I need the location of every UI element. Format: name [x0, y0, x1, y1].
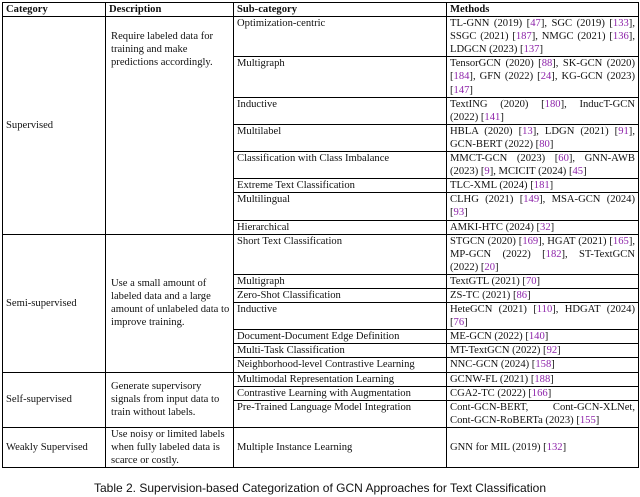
header-methods: Methods — [447, 3, 639, 17]
subcategory-cell: Multi-Task Classification — [234, 344, 447, 358]
table-row — [3, 234, 639, 274]
methods-cell: TextING (2020) [180], InducT-GCN (2022) [141] — [447, 97, 639, 124]
citation-link[interactable]: 149 — [523, 194, 540, 206]
citation-link[interactable]: 91 — [618, 125, 629, 137]
description-semi-supervised: Use a small amount of labeled data and a large amount of unlabeled data to improve training. — [106, 234, 234, 372]
methods-cell: GNN for MIL (2019) [132] — [447, 427, 639, 467]
methods-cell: TLC-XML (2024) [181] — [447, 179, 639, 193]
methods-cell: HBLA (2020) [13], LDGN (2021) [91], GCN-BERT (2022) [80] — [447, 124, 639, 151]
citation-link[interactable]: 140 — [528, 331, 545, 343]
citation-link[interactable]: 92 — [546, 345, 558, 357]
subcategory-cell: Short Text Classification — [234, 234, 447, 274]
citation-link[interactable]: 132 — [546, 442, 563, 453]
subcategory-cell: Optimization-centric — [234, 17, 447, 57]
methods-cell: GCNW-FL (2021) [188] — [447, 372, 639, 386]
citation-link[interactable]: 169 — [522, 235, 539, 247]
description-supervised: Require labeled data for training and make predictions accordingly. — [106, 17, 234, 235]
table-caption: Table 2. Supervision-based Categorization of GCN Approaches for Text Classification — [93, 481, 546, 495]
citation-link[interactable]: 166 — [531, 387, 548, 399]
citation-link[interactable]: 147 — [453, 84, 470, 96]
description-self-supervised: Generate supervisory signals from input data to train without labels. — [106, 372, 234, 427]
category-self-supervised: Self-supervised — [3, 372, 106, 427]
subcategory-cell: Classification with Class Imbalance — [234, 152, 447, 179]
category-weakly-supervised: Weakly Supervised — [3, 427, 106, 467]
subcategory-cell: Inductive — [234, 303, 447, 330]
citation-link[interactable]: 181 — [533, 180, 550, 192]
subcategory-cell: Multilabel — [234, 124, 447, 151]
citation-link[interactable]: 133 — [612, 18, 629, 30]
header-subcategory: Sub-category — [234, 3, 447, 17]
citation-link[interactable]: 182 — [545, 248, 562, 260]
subcategory-cell: Multiple Instance Learning — [234, 427, 447, 467]
subcategory-cell: Multigraph — [234, 274, 447, 288]
header-description: Description — [106, 3, 234, 17]
citation-link[interactable]: 93 — [453, 207, 465, 219]
citation-link[interactable]: 45 — [572, 166, 584, 178]
header-category: Category — [3, 3, 106, 17]
subcategory-cell: Inductive — [234, 97, 447, 124]
description-weakly-supervised: Use noisy or limited labels when fully labeled data is scarce or costly. — [106, 427, 234, 467]
citation-link[interactable]: 60 — [558, 153, 569, 165]
citation-link[interactable]: 9 — [484, 166, 490, 178]
table-row — [3, 372, 639, 386]
methods-cell: AMKI-HTC (2024) [32] — [447, 220, 639, 234]
citation-link[interactable]: 137 — [523, 44, 540, 56]
methods-cell: HeteGCN (2021) [110], HDGAT (2024) [76] — [447, 303, 639, 330]
subcategory-cell: Hierarchical — [234, 220, 447, 234]
citation-link[interactable]: 155 — [579, 414, 596, 426]
methods-cell: NNC-GCN (2024) [158] — [447, 358, 639, 372]
citation-link[interactable]: 158 — [535, 359, 552, 371]
citation-link[interactable]: 141 — [484, 111, 501, 123]
citation-link[interactable]: 165 — [612, 235, 629, 247]
subcategory-cell: Document-Document Edge Definition — [234, 330, 447, 344]
methods-cell: TextGTL (2021) [70] — [447, 274, 639, 288]
methods-cell: MMCT-GCN (2023) [60], GNN-AWB (2023) [9], MCICIT (2024) [45] — [447, 152, 639, 179]
citation-link[interactable]: 76 — [453, 317, 465, 329]
subcategory-cell: Multimodal Representation Learning — [234, 372, 447, 386]
subcategory-cell: Extreme Text Classification — [234, 179, 447, 193]
citation-link[interactable]: 13 — [522, 125, 533, 137]
methods-cell: ME-GCN (2022) [140] — [447, 330, 639, 344]
methods-cell: TensorGCN (2020) [88], SK-GCN (2020) [184], GFN (2022) [24], KG-GCN (2023) [147] — [447, 57, 639, 97]
methods-cell: MT-TextGCN (2022) [92] — [447, 344, 639, 358]
subcategory-cell: Multilingual — [234, 193, 447, 220]
table-row — [3, 17, 639, 57]
gcn-categorization-table — [2, 2, 639, 468]
citation-link[interactable]: 24 — [540, 71, 552, 83]
citation-link[interactable]: 187 — [515, 31, 532, 43]
category-supervised: Supervised — [3, 17, 106, 235]
citation-link[interactable]: 86 — [516, 289, 528, 301]
methods-cell: Cont-GCN-BERT, Cont-GCN-XLNet, Cont-GCN-RoBERTa (2023) [155] — [447, 400, 639, 427]
methods-cell: TL-GNN (2019) [47], SGC (2019) [133], SSGC (2021) [187], NMGC (2021) [136], LDGCN (2023) [137] — [447, 17, 639, 57]
methods-cell: CGA2-TC (2022) [166] — [447, 386, 639, 400]
citation-link[interactable]: 32 — [540, 221, 551, 233]
subcategory-cell: Neighborhood-level Contrastive Learning — [234, 358, 447, 372]
citation-link[interactable]: 70 — [525, 275, 537, 287]
subcategory-cell: Pre-Trained Language Model Integration — [234, 400, 447, 427]
methods-cell: STGCN (2020) [169], HGAT (2021) [165], MP-GCN (2022) [182], ST-TextGCN (2022) [20] — [447, 234, 639, 274]
table-row — [3, 427, 639, 467]
citation-link[interactable]: 80 — [539, 138, 550, 150]
citation-link[interactable]: 180 — [544, 98, 561, 110]
methods-cell: CLHG (2021) [149], MSA-GCN (2024) [93] — [447, 193, 639, 220]
citation-link[interactable]: 47 — [530, 18, 541, 30]
citation-link[interactable]: 188 — [534, 373, 551, 385]
methods-cell: ZS-TC (2021) [86] — [447, 288, 639, 302]
citation-link[interactable]: 184 — [453, 71, 470, 83]
citation-link[interactable]: 110 — [536, 304, 553, 316]
subcategory-cell: Multigraph — [234, 57, 447, 97]
citation-link[interactable]: 136 — [612, 31, 629, 43]
citation-link[interactable]: 20 — [484, 261, 496, 273]
subcategory-cell: Contrastive Learning with Augmentation — [234, 386, 447, 400]
category-semi-supervised: Semi-supervised — [3, 234, 106, 372]
header-row — [3, 3, 639, 17]
citation-link[interactable]: 88 — [541, 58, 553, 70]
subcategory-cell: Zero-Shot Classification — [234, 288, 447, 302]
